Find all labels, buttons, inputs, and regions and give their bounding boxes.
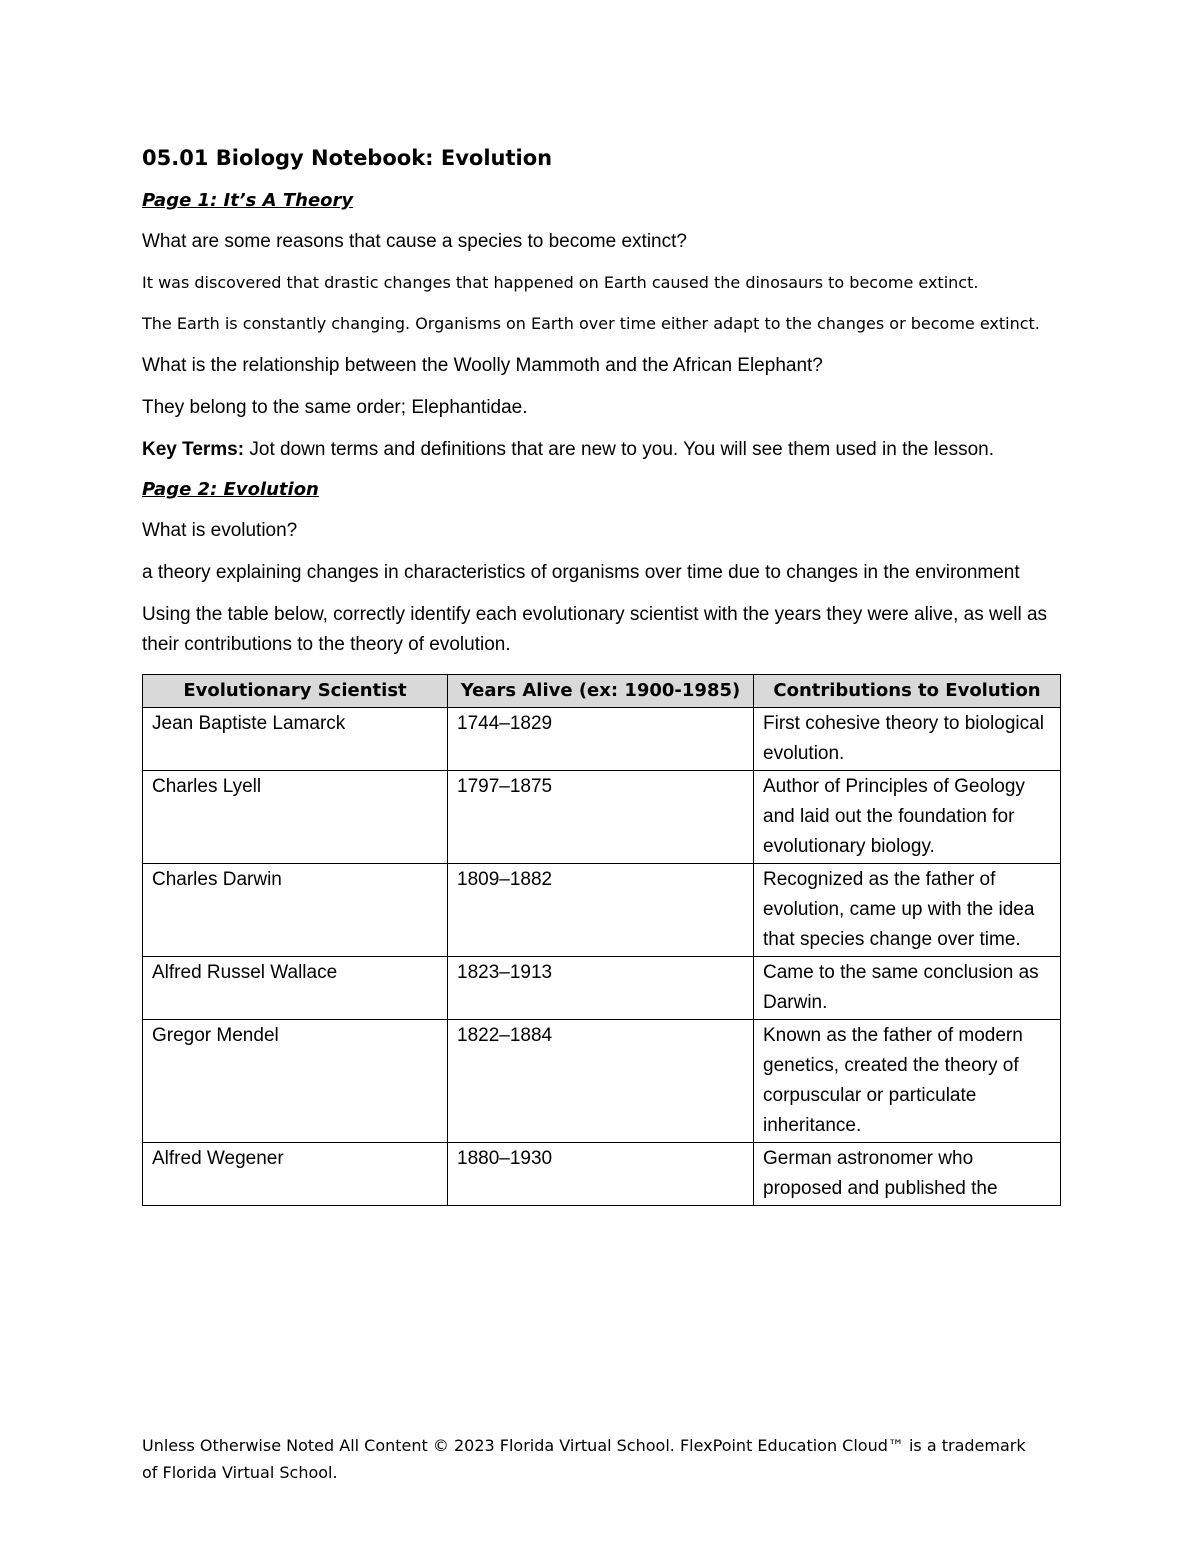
page1-answer-mammoth: They belong to the same order; Elephantidae.	[142, 397, 528, 418]
cell-contribution[interactable]: German astronomer who proposed and published the	[754, 1143, 1061, 1206]
page1-heading: Page 1: It’s A Theory	[142, 190, 354, 211]
page1-answer-extinct-1: It was discovered that drastic changes that happened on Earth caused the dinosaurs to become extinct.	[142, 273, 979, 292]
cell-scientist[interactable]: Alfred Russel Wallace	[143, 957, 448, 1020]
cell-contribution[interactable]: First cohesive theory to biological evolution.	[754, 708, 1061, 771]
cell-contribution[interactable]: Recognized as the father of evolution, came up with the idea that species change over time.	[754, 864, 1061, 957]
table-row	[143, 1143, 1061, 1206]
copyright-footer: Unless Otherwise Noted All Content © 2023 Florida Virtual School. FlexPoint Education Cloud™ is a trademark of Florida Virtual School.	[142, 1436, 1026, 1482]
document-title: 05.01 Biology Notebook: Evolution	[142, 146, 553, 170]
cell-scientist[interactable]: Alfred Wegener	[143, 1143, 448, 1206]
cell-years[interactable]: 1823–1913	[448, 957, 754, 1020]
cell-scientist[interactable]: Charles Darwin	[143, 864, 448, 957]
table-row	[143, 957, 1061, 1020]
cell-contribution[interactable]: Known as the father of modern genetics, created the theory of corpuscular or particulate inheritance.	[754, 1020, 1061, 1143]
page2-instructions: Using the table below, correctly identify each evolutionary scientist with the years they were alive, as well as their contributions to the theory of evolution.	[142, 604, 1048, 655]
page2-answer-evolution: a theory explaining changes in characteristics of organisms over time due to changes in the environment	[142, 562, 1020, 583]
header-years: Years Alive (ex: 1900-1985)	[448, 675, 754, 708]
cell-years[interactable]: 1744–1829	[448, 708, 754, 771]
cell-scientist[interactable]: Jean Baptiste Lamarck	[143, 708, 448, 771]
cell-years[interactable]: 1797–1875	[448, 771, 754, 864]
page1-question-mammoth: What is the relationship between the Woolly Mammoth and the African Elephant?	[142, 355, 823, 376]
cell-contribution[interactable]: Author of Principles of Geology and laid out the foundation for evolutionary biology.	[754, 771, 1061, 864]
page2-heading: Page 2: Evolution	[142, 479, 319, 500]
notebook-page	[142, 140, 1060, 1206]
key-terms-label: Key Terms:	[142, 439, 245, 460]
cell-years[interactable]: 1809–1882	[448, 864, 754, 957]
key-terms	[142, 435, 1060, 465]
page1-question-extinct: What are some reasons that cause a species to become extinct?	[142, 231, 687, 252]
table-row	[143, 708, 1061, 771]
scientists-table	[142, 674, 1061, 1206]
table-header-row	[143, 675, 1061, 708]
table-row	[143, 1020, 1061, 1143]
table-row	[143, 771, 1061, 864]
cell-scientist[interactable]: Gregor Mendel	[143, 1020, 448, 1143]
page2-question-evolution: What is evolution?	[142, 520, 298, 541]
key-terms-text: Jot down terms and definitions that are new to you. You will see them used in the lesson.	[244, 439, 994, 460]
header-contributions: Contributions to Evolution	[754, 675, 1061, 708]
cell-years[interactable]: 1880–1930	[448, 1143, 754, 1206]
cell-years[interactable]: 1822–1884	[448, 1020, 754, 1143]
cell-contribution[interactable]: Came to the same conclusion as Darwin.	[754, 957, 1061, 1020]
page1-answer-extinct-2: The Earth is constantly changing. Organisms on Earth over time either adapt to the changes or become extinct.	[142, 314, 1040, 333]
cell-scientist[interactable]: Charles Lyell	[143, 771, 448, 864]
table-row	[143, 864, 1061, 957]
header-scientist: Evolutionary Scientist	[143, 675, 448, 708]
